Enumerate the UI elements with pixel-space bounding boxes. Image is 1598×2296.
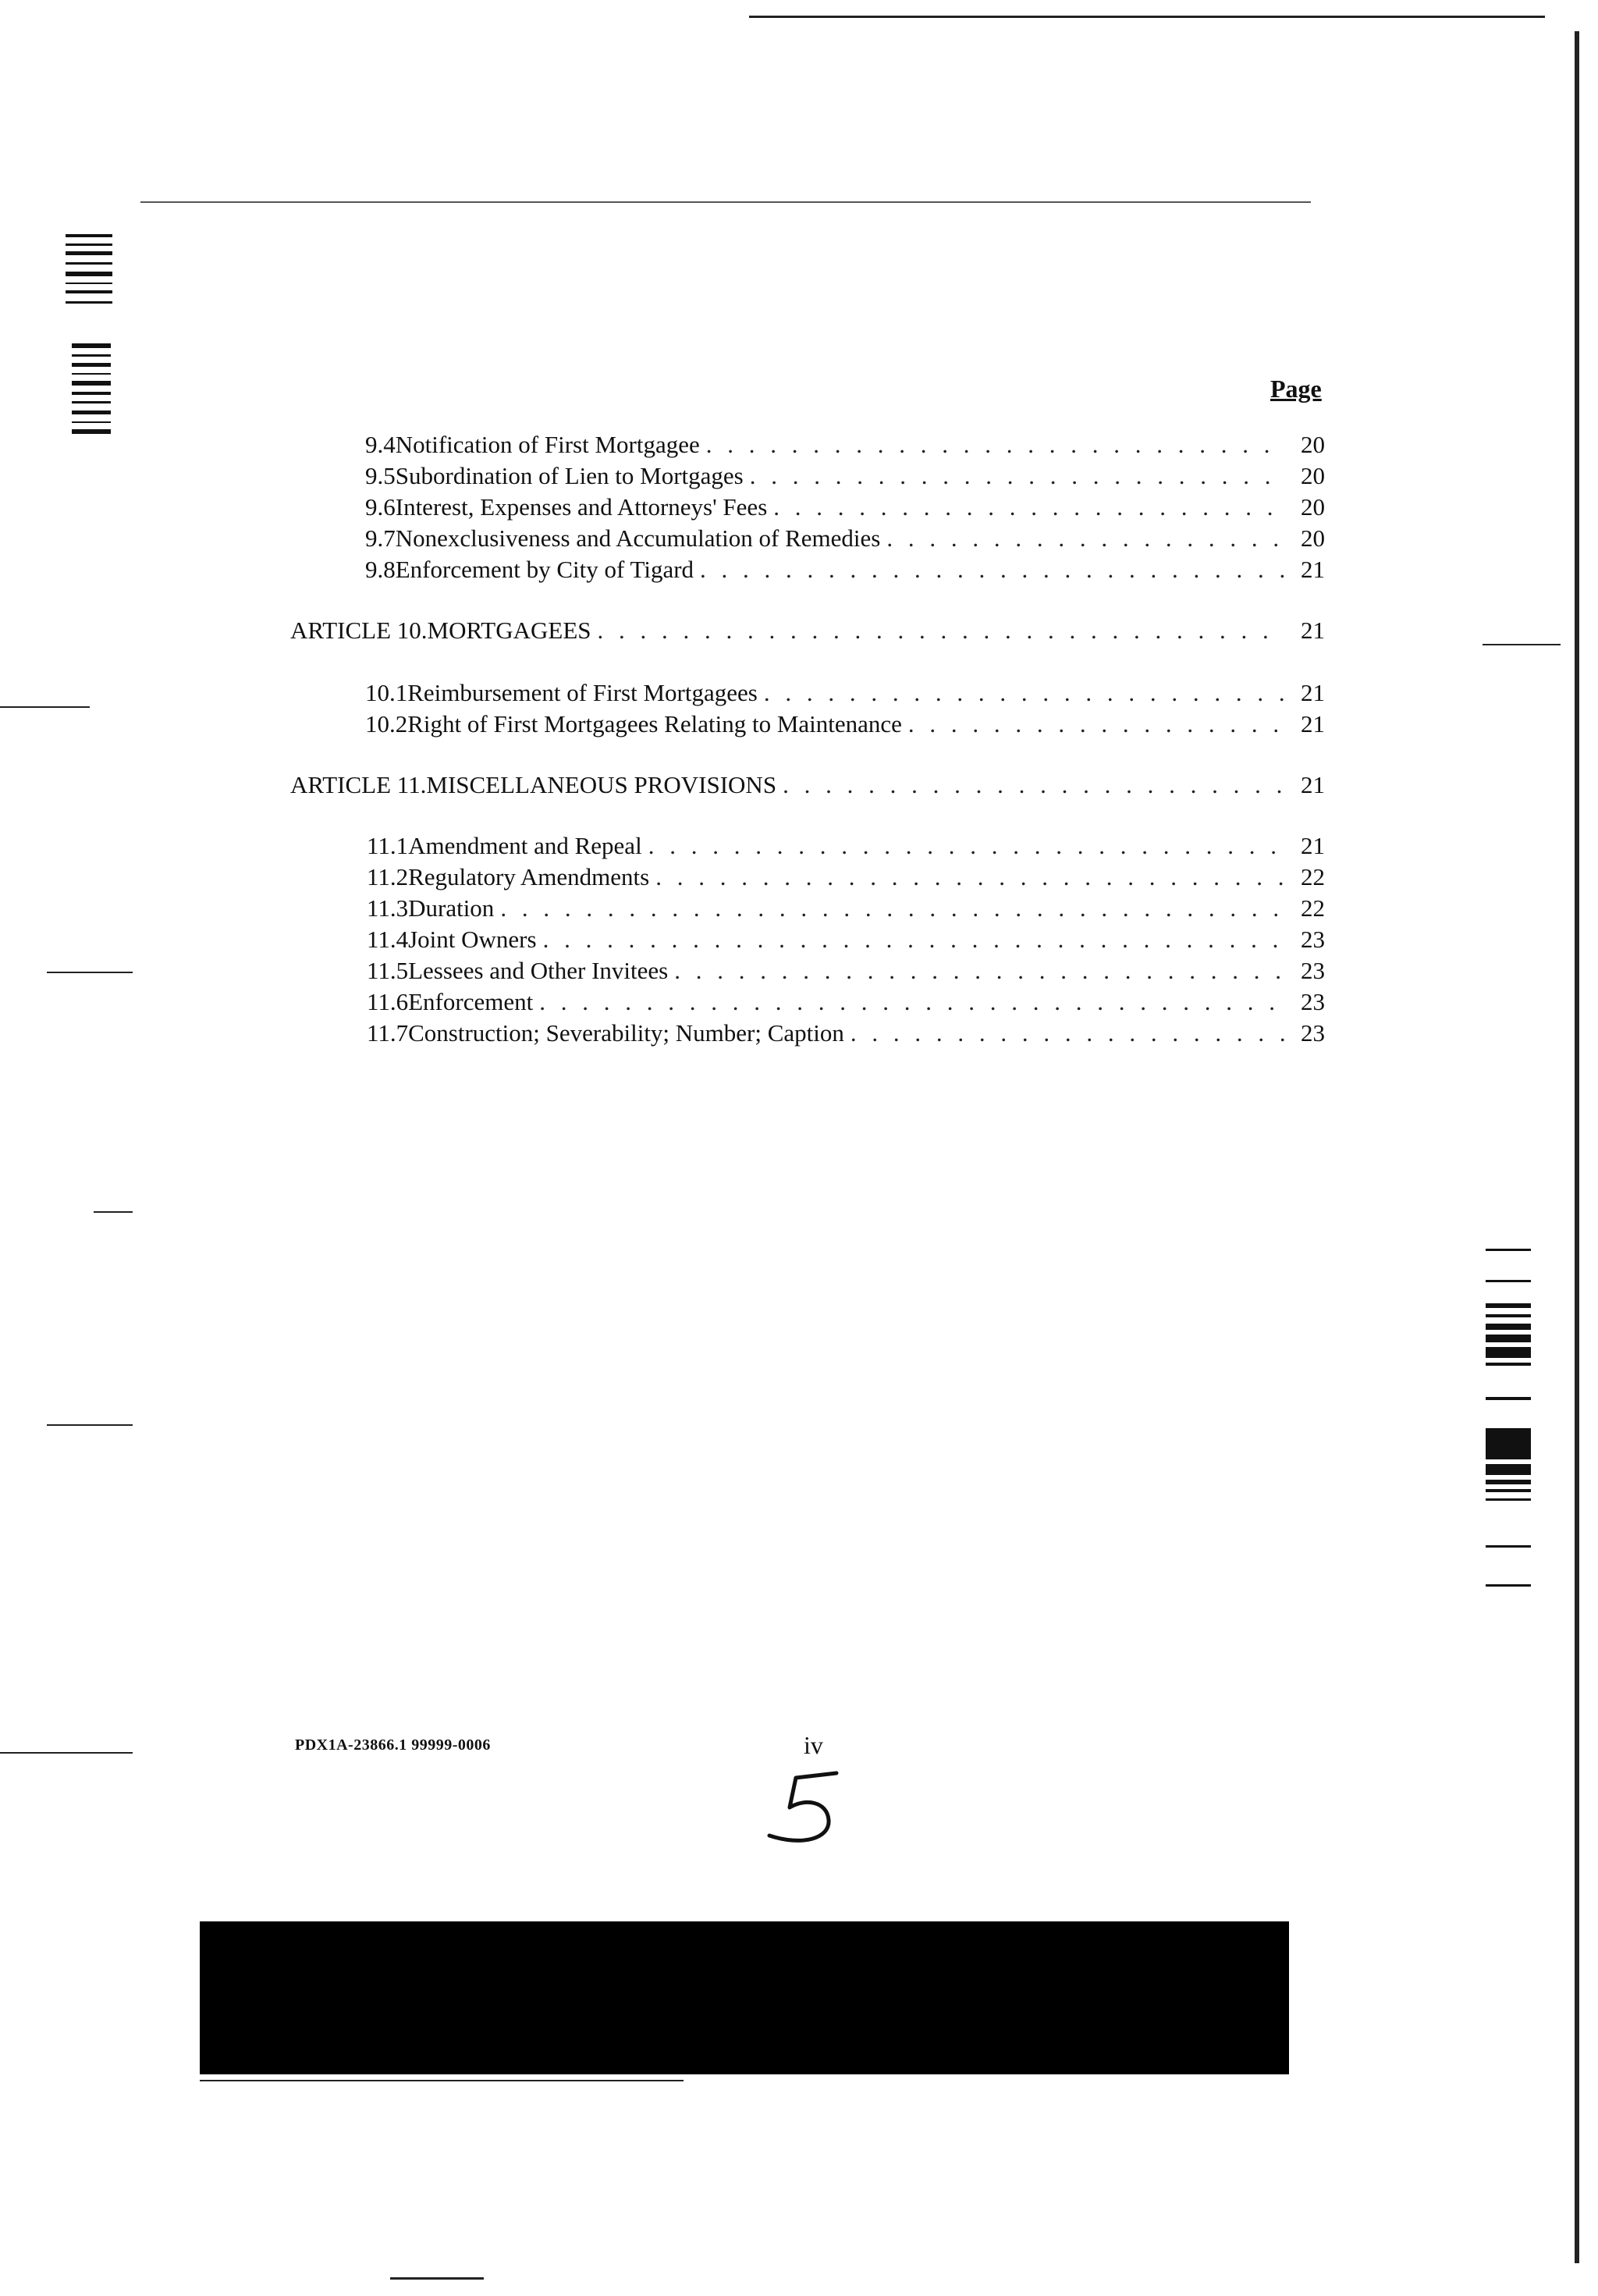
section-title: Reimbursement of First Mortgagees	[407, 679, 758, 706]
section-title: Right of First Mortgagees Relating to Maintenance	[407, 710, 902, 737]
toc-entry-10-2	[365, 710, 1325, 741]
section-page: 20	[1301, 462, 1325, 489]
toc-entry-11-4	[367, 926, 1325, 957]
handwritten-number-icon	[765, 1762, 850, 1856]
section-page: 22	[1301, 894, 1325, 922]
dot-leader	[764, 679, 1284, 707]
article-label: ARTICLE 10.	[290, 617, 428, 644]
section-title: Construction; Severability; Number; Caption	[408, 1019, 844, 1047]
section-page: 22	[1301, 863, 1325, 890]
toc-entry-11-1	[367, 832, 1325, 863]
section-page: 23	[1301, 957, 1325, 984]
toc-entry-9-6	[365, 493, 1325, 524]
dot-leader	[850, 1019, 1284, 1047]
barcode-left-icon	[64, 234, 122, 468]
section-page: 21	[1301, 832, 1325, 859]
toc-article-11	[290, 771, 1325, 802]
section-number: 9.4	[365, 431, 396, 458]
section-title: Enforcement by City of Tigard	[395, 556, 694, 583]
toc-entry-11-6	[367, 988, 1325, 1019]
toc-entry-9-7	[365, 524, 1325, 556]
scan-mark-left-5	[0, 1752, 133, 1754]
toc-entry-11-7	[367, 1019, 1325, 1050]
document-id: PDX1A-23866.1 99999-0006	[295, 1736, 491, 1754]
page-numeral: iv	[804, 1731, 823, 1759]
article-label: ARTICLE 11.	[290, 771, 427, 798]
article-page: 21	[1301, 617, 1325, 644]
section-page: 20	[1301, 493, 1325, 521]
dot-leader	[886, 524, 1284, 553]
section-title: Subordination of Lien to Mortgages	[395, 462, 744, 489]
section-title: Enforcement	[408, 988, 534, 1015]
section-number: 11.3	[367, 894, 409, 922]
toc-entry-11-5	[367, 957, 1325, 988]
section-page: 23	[1301, 1019, 1325, 1047]
scan-black-band	[200, 1921, 1289, 2074]
section-number: 9.5	[365, 462, 396, 489]
section-number: 11.5	[367, 957, 409, 984]
scan-mark-left-2	[47, 972, 133, 973]
dot-leader	[543, 926, 1284, 954]
scan-mark-left-4	[47, 1424, 133, 1426]
toc-entry-9-5	[365, 462, 1325, 493]
section-number: 9.7	[365, 524, 396, 552]
dot-leader	[700, 556, 1284, 584]
barcode-right-icon	[1483, 1249, 1534, 1608]
section-number: 9.6	[365, 493, 396, 521]
section-page: 21	[1301, 556, 1325, 583]
article-page: 21	[1301, 771, 1325, 798]
dot-leader	[674, 957, 1284, 985]
scan-mark-bottom-2	[390, 2277, 484, 2280]
section-title: Joint Owners	[408, 926, 537, 953]
section-title: Nonexclusiveness and Accumulation of Remedies	[395, 524, 881, 552]
section-page: 23	[1301, 988, 1325, 1015]
section-title: Interest, Expenses and Attorneys' Fees	[395, 493, 768, 521]
scan-edge-top	[749, 16, 1545, 18]
section-number: 11.7	[367, 1019, 409, 1047]
toc-entry-11-3	[367, 894, 1325, 926]
section-title: Notification of First Mortgagee	[395, 431, 700, 458]
section-number: 11.1	[367, 832, 409, 859]
section-title: Regulatory Amendments	[408, 863, 650, 890]
scan-mark-left-1	[0, 706, 90, 708]
article-title: MISCELLANEOUS PROVISIONS	[426, 771, 777, 798]
dot-leader	[750, 462, 1284, 490]
section-title: Amendment and Repeal	[408, 832, 642, 859]
toc-entry-9-8	[365, 556, 1325, 587]
dot-leader	[598, 617, 1285, 645]
toc-entry-10-1	[365, 679, 1325, 710]
dot-leader	[655, 863, 1284, 891]
section-number: 11.6	[367, 988, 409, 1015]
section-page: 20	[1301, 431, 1325, 458]
dot-leader	[783, 771, 1284, 799]
section-page: 23	[1301, 926, 1325, 953]
section-page: 21	[1301, 679, 1325, 706]
toc-article-10	[290, 617, 1325, 648]
toc-entry-9-4	[365, 431, 1325, 462]
dot-leader	[773, 493, 1284, 521]
section-page: 20	[1301, 524, 1325, 552]
section-number: 11.4	[367, 926, 409, 953]
section-number: 10.2	[365, 710, 408, 737]
dot-leader	[500, 894, 1284, 922]
dot-leader	[908, 710, 1284, 738]
scan-edge-left-top	[140, 201, 1311, 203]
section-number: 10.1	[365, 679, 408, 706]
section-title: Duration	[408, 894, 495, 922]
scan-mark-right-1	[1483, 644, 1561, 645]
section-title: Lessees and Other Invitees	[408, 957, 669, 984]
scan-mark-bottom-1	[200, 2080, 684, 2081]
scan-edge-right	[1575, 31, 1579, 2263]
dot-leader	[648, 832, 1284, 860]
section-number: 11.2	[367, 863, 409, 890]
section-number: 9.8	[365, 556, 396, 583]
article-title: MORTGAGEES	[427, 617, 591, 644]
section-page: 21	[1301, 710, 1325, 737]
dot-leader	[706, 431, 1284, 459]
dot-leader	[539, 988, 1284, 1016]
scan-mark-left-3	[94, 1211, 133, 1213]
page-column-heading: Page	[1270, 375, 1322, 403]
toc-entry-11-2	[367, 863, 1325, 894]
